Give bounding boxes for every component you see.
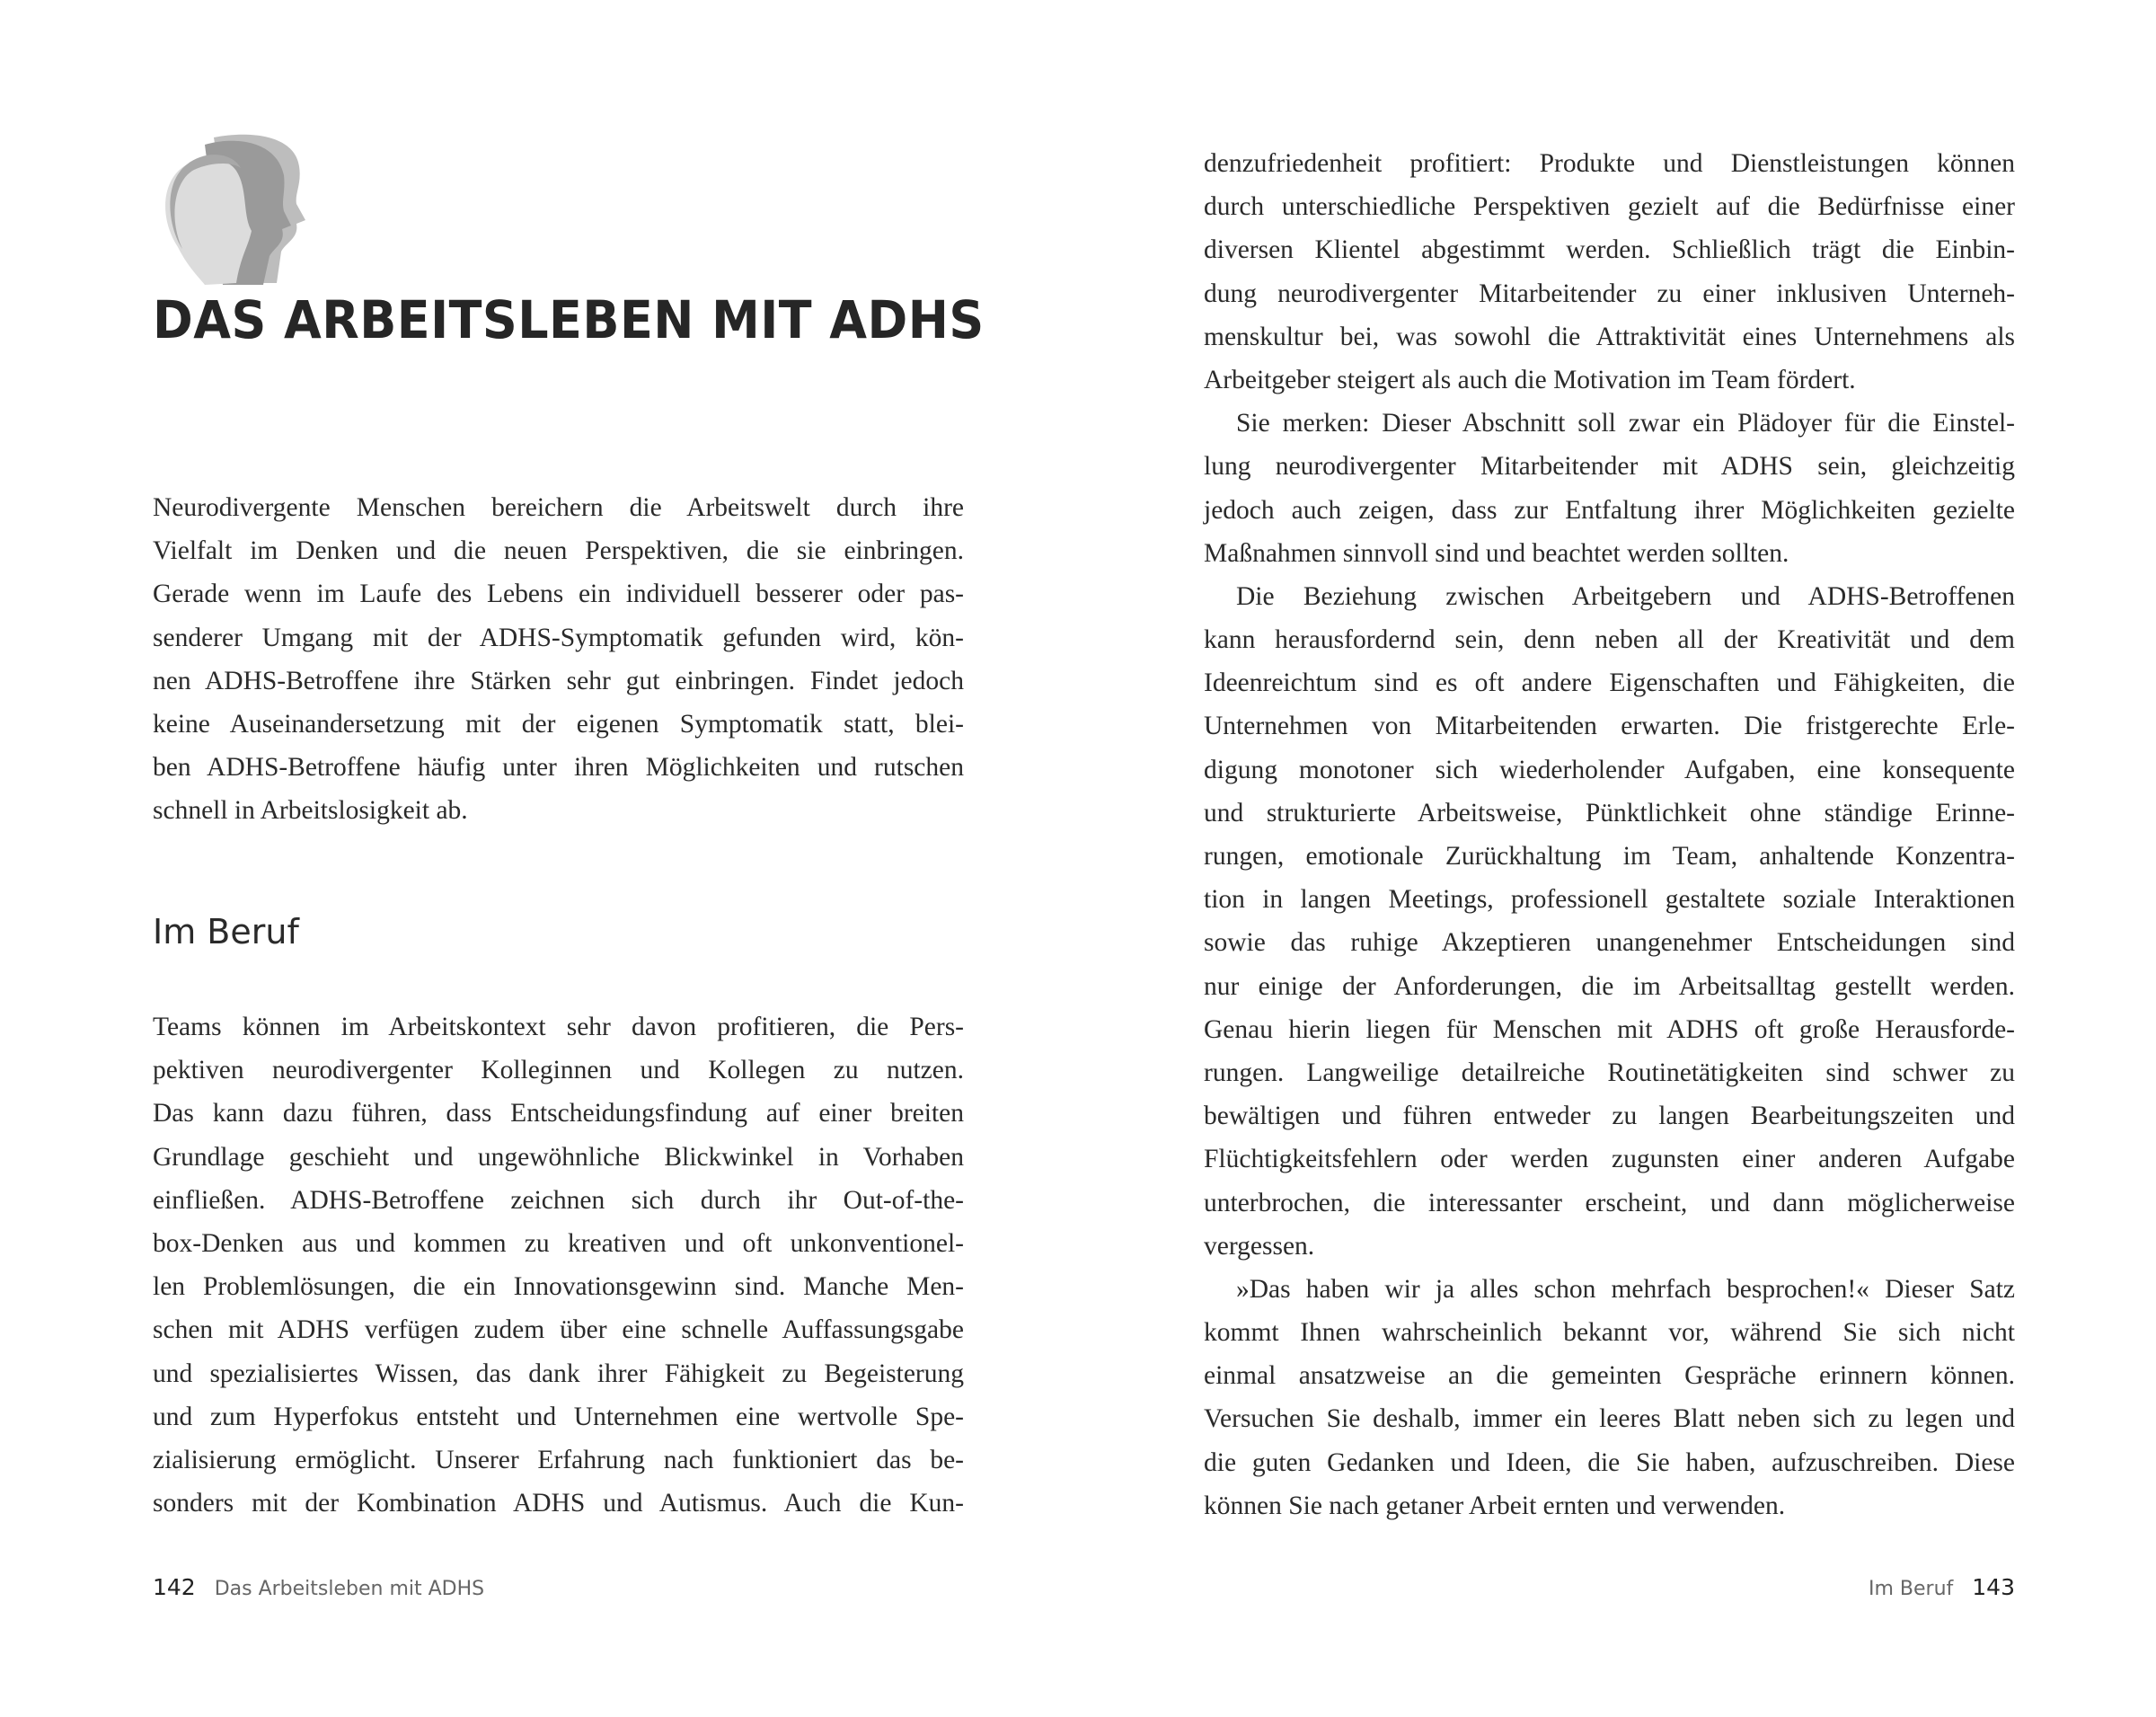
text-line: denzufriedenheit profitiert: Produkte und Dienstleistungen können <box>1204 149 2015 178</box>
text-line: ben ADHS-Betroffene häufig unter ihren Möglichkeiten und rutschen <box>153 753 964 783</box>
text-line: Das kann dazu führen, dass Entscheidungsfindung auf einer breiten <box>153 1099 964 1128</box>
text-line: rungen. Langweilige detailreiche Routinetätigkeiten sind schwer zu <box>1204 1058 2015 1087</box>
page-number-right: 143 <box>1972 1574 2015 1600</box>
left-body-paragraph <box>153 1005 964 1525</box>
text-line: Die Beziehung zwischen Arbeitgebern und ADHS-Betroffenen <box>1236 581 2015 611</box>
footer-right <box>1869 1574 2015 1600</box>
section-heading: Im Beruf <box>153 912 299 951</box>
right-page-text <box>1204 142 2015 1527</box>
text-line: rungen, emotionale Zurückhaltung im Team, anhaltende Konzentra- <box>1204 842 2015 871</box>
text-line: dung neurodivergenter Mitarbeitender zu einer inklusiven Unterneh- <box>1204 279 2015 308</box>
paragraph <box>1204 1268 2015 1527</box>
text-line: zialisierung ermöglicht. Unserer Erfahrung nach funktioniert das be- <box>153 1445 964 1474</box>
text-line: kommt Ihnen wahrscheinlich bekannt vor, während Sie sich nicht <box>1204 1318 2015 1348</box>
text-line: nen ADHS-Betroffene ihre Stärken sehr gut einbringen. Findet jedoch <box>153 666 964 695</box>
chapter-title: DAS ARBEITSLEBEN MIT ADHS <box>153 289 985 350</box>
text-line: bewältigen und führen entweder zu langen Bearbeitungszeiten und <box>1204 1102 2015 1131</box>
text-line: Arbeitgeber steigert als auch die Motivation im Team fördert. <box>1204 365 1856 394</box>
profile-heads-icon <box>151 130 313 296</box>
text-line: jedoch auch zeigen, dass zur Entfaltung ihrer Möglichkeiten gezielte <box>1204 495 2015 525</box>
intro-paragraph <box>153 486 964 833</box>
text-line: schen mit ADHS verfügen zudem über eine schnelle Auffassungsgabe <box>153 1315 964 1345</box>
text-line: keine Auseinandersetzung mit der eigenen Symptomatik statt, blei- <box>153 709 964 739</box>
text-line: diversen Klientel abgestimmt werden. Schließlich trägt die Einbin- <box>1204 235 2015 265</box>
text-line: schnell in Arbeitslosigkeit ab. <box>153 796 468 826</box>
text-line: kann herausfordernd sein, denn neben all der Kreativität und dem <box>1204 625 2015 655</box>
text-line: Versuchen Sie deshalb, immer ein leeres Blatt neben sich zu legen und <box>1204 1404 2015 1434</box>
text-line: die guten Gedanken und Ideen, die Sie haben, aufzuschreiben. Diese <box>1204 1447 2015 1477</box>
text-line: »Das haben wir ja alles schon mehrfach besprochen!« Dieser Satz <box>1236 1274 2015 1304</box>
text-line: menskultur bei, was sowohl die Attraktivität eines Unternehmens als <box>1204 322 2015 351</box>
text-line: Grundlage geschieht und ungewöhnliche Blickwinkel in Vorhaben <box>153 1142 964 1172</box>
text-line: Gerade wenn im Laufe des Lebens ein individuell besserer oder pas- <box>153 580 964 609</box>
text-line: Neurodivergente Menschen bereichern die Arbeitswelt durch ihre <box>153 493 964 522</box>
text-line: Teams können im Arbeitskontext sehr davon profitieren, die Pers- <box>153 1013 964 1041</box>
text-line: lung neurodivergenter Mitarbeitender mit ADHS sein, gleichzeitig <box>1204 452 2015 482</box>
text-line: und zum Hyperfokus entsteht und Unternehmen eine wertvolle Spe- <box>153 1402 964 1431</box>
text-line: einmal ansatzweise an die gemeinten Gespräche erinnern können. <box>1204 1361 2015 1391</box>
text-line: Vielfalt im Denken und die neuen Perspektiven, die sie einbringen. <box>153 536 964 566</box>
page-number-left: 142 <box>153 1574 196 1600</box>
text-line: unterbrochen, die interessanter erscheint, und dann möglicherweise <box>1204 1188 2015 1217</box>
text-line: pektiven neurodivergenter Kolleginnen und Kollegen zu nutzen. <box>153 1056 964 1085</box>
paragraph <box>1204 402 2015 575</box>
text-line: Unternehmen von Mitarbeitenden erwarten. Die fristgerechte Erle- <box>1204 712 2015 741</box>
text-line: Ideenreichtum sind es oft andere Eigenschaften und Fähigkeiten, die <box>1204 668 2015 698</box>
paragraph <box>1204 575 2015 1268</box>
text-line: sowie das ruhige Akzeptieren unangenehmer Entscheidungen sind <box>1204 928 2015 958</box>
text-line: Genau hierin liegen für Menschen mit ADHS oft große Herausforde- <box>1204 1014 2015 1044</box>
text-line: durch unterschiedliche Perspektiven gezielt auf die Bedürfnisse einer <box>1204 192 2015 222</box>
text-line: und strukturierte Arbeitsweise, Pünktlichkeit ohne ständige Erinne- <box>1204 798 2015 828</box>
text-line: Maßnahmen sinnvoll sind und beachtet werden sollten. <box>1204 538 1789 568</box>
text-line: digung monotoner sich wiederholender Aufgaben, eine konsequente <box>1204 755 2015 784</box>
paragraph <box>1204 142 2015 402</box>
text-line: Flüchtigkeitsfehlern oder werden zugunsten einer anderen Aufgabe <box>1204 1145 2015 1174</box>
text-line: und spezialisiertes Wissen, das dank ihrer Fähigkeit zu Begeisterung <box>153 1359 964 1388</box>
running-head-right: Im Beruf <box>1869 1578 1954 1600</box>
text-line: senderer Umgang mit der ADHS-Symptomatik gefunden wird, kön- <box>153 623 964 652</box>
text-line: nur einige der Anforderungen, die im Arbeitsalltag gestellt werden. <box>1204 971 2015 1001</box>
running-head-left: Das Arbeitsleben mit ADHS <box>214 1578 485 1600</box>
text-line: tion in langen Meetings, professionell gestaltete soziale Interaktionen <box>1204 885 2015 915</box>
text-line: box-Denken aus und kommen zu kreativen und oft unkonventionel- <box>153 1228 964 1258</box>
text-line: können Sie nach getaner Arbeit ernten und verwenden. <box>1204 1491 1786 1520</box>
text-line: Sie merken: Dieser Abschnitt soll zwar ein Plädoyer für die Einstel- <box>1236 409 2015 438</box>
text-line: sonders mit der Kombination ADHS und Autismus. Auch die Kun- <box>153 1489 964 1518</box>
text-line: einfließen. ADHS-Betroffene zeichnen sich durch ihr Out-of-the- <box>153 1185 964 1215</box>
footer-left <box>153 1574 484 1600</box>
text-line: len Problemlösungen, die ein Innovationsgewinn sind. Manche Men- <box>153 1272 964 1302</box>
text-line: vergessen. <box>1204 1231 1315 1261</box>
